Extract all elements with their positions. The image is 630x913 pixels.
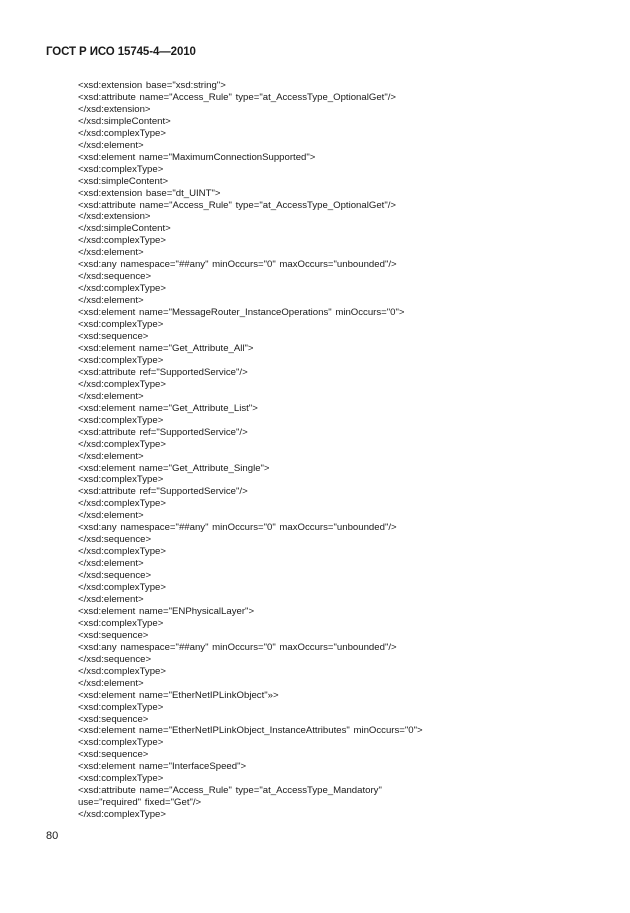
- code-line: </xsd:complexType>: [78, 283, 166, 295]
- code-line: <xsd:element name="InterfaceSpeed">: [78, 761, 247, 773]
- code-line: </xsd:sequence>: [78, 534, 152, 546]
- code-line: <xsd:extension base="xsd:string">: [78, 80, 226, 91]
- code-line: </xsd:element>: [78, 593, 144, 605]
- code-line: </xsd:complexType>: [78, 498, 166, 510]
- code-line: </xsd:complexType>: [78, 438, 166, 450]
- code-line: <xsd:element name="Get_Attribute_List">: [78, 402, 258, 414]
- code-line: <xsd:element name="ENPhysicalLayer">: [78, 605, 255, 617]
- page-number: 80: [46, 830, 59, 842]
- code-line: <xsd:complexType>: [78, 617, 164, 629]
- code-line: </xsd:extension>: [78, 211, 151, 223]
- code-line: <xsd:element name="EtherNetIPLinkObject"»>: [78, 689, 279, 701]
- code-line: <xsd:element name="MessageRouter_InstanceOperations" minOccurs="0">: [78, 307, 405, 319]
- code-line: </xsd:element>: [78, 295, 144, 307]
- code-line: <xsd:attribute ref="SupportedService"/>: [78, 426, 248, 438]
- code-line: <xsd:complexType>: [78, 737, 164, 749]
- code-line: </xsd:sequence>: [78, 271, 152, 283]
- code-line: </xsd:complexType>: [78, 546, 166, 558]
- code-line: <xsd:simpleContent>: [78, 175, 169, 187]
- code-line: <xsd:sequence>: [78, 331, 149, 343]
- code-line: <xsd:complexType>: [78, 773, 164, 785]
- code-line: <xsd:sequence>: [78, 749, 149, 761]
- code-line: </xsd:simpleContent>: [78, 223, 171, 235]
- code-line: </xsd:element>: [78, 390, 144, 402]
- code-line: </xsd:complexType>: [78, 665, 166, 677]
- xsd-code-listing: [78, 80, 423, 821]
- code-line: <xsd:element name="Get_Attribute_Single">: [78, 462, 270, 474]
- code-line: </xsd:element>: [78, 450, 144, 462]
- code-line: </xsd:simpleContent>: [78, 115, 171, 127]
- code-line: </xsd:complexType>: [78, 127, 166, 139]
- code-line: <xsd:complexType>: [78, 701, 164, 713]
- code-line: </xsd:element>: [78, 558, 144, 570]
- code-line: </xsd:complexType>: [78, 378, 166, 390]
- code-line: </xsd:complexType>: [78, 809, 166, 821]
- code-line: <xsd:complexType>: [78, 163, 164, 175]
- code-line: </xsd:element>: [78, 139, 144, 151]
- document-header: ГОСТ Р ИСО 15745-4—2010: [46, 46, 196, 58]
- code-line: <xsd:any namespace="##any" minOccurs="0" maxOccurs="unbounded"/>: [78, 259, 397, 271]
- code-line: </xsd:element>: [78, 510, 144, 522]
- code-line: use="required" fixed="Get"/>: [78, 797, 202, 809]
- code-line: <xsd:sequence>: [78, 713, 149, 725]
- code-line: <xsd:complexType>: [78, 414, 164, 426]
- code-line: </xsd:element>: [78, 677, 144, 689]
- code-line: <xsd:extension base="dt_UINT">: [78, 187, 221, 199]
- code-line: </xsd:sequence>: [78, 570, 152, 582]
- code-line: <xsd:attribute name="Access_Rule" type="at_AccessType_Mandatory": [78, 785, 382, 797]
- code-line: <xsd:complexType>: [78, 354, 164, 366]
- code-line: <xsd:attribute name="Access_Rule" type="at_AccessType_OptionalGet"/>: [78, 199, 396, 211]
- code-line: <xsd:element name="EtherNetIPLinkObject_InstanceAttributes" minOccurs="0">: [78, 725, 423, 737]
- code-line: <xsd:attribute ref="SupportedService"/>: [78, 486, 248, 498]
- code-line: <xsd:element name="MaximumConnectionSupported">: [78, 151, 316, 163]
- code-line: <xsd:attribute name="Access_Rule" type="at_AccessType_OptionalGet"/>: [78, 91, 396, 103]
- code-line: </xsd:complexType>: [78, 582, 166, 594]
- code-line: <xsd:attribute ref="SupportedService"/>: [78, 366, 248, 378]
- code-line: <xsd:element name="Get_Attribute_All">: [78, 342, 254, 354]
- code-line: <xsd:sequence>: [78, 629, 149, 641]
- code-line: </xsd:extension>: [78, 103, 151, 115]
- code-line: <xsd:complexType>: [78, 474, 164, 486]
- code-line: </xsd:element>: [78, 247, 144, 259]
- code-line: <xsd:any namespace="##any" minOccurs="0" maxOccurs="unbounded"/>: [78, 522, 397, 534]
- code-line: <xsd:complexType>: [78, 319, 164, 331]
- code-line: </xsd:sequence>: [78, 653, 152, 665]
- code-line: <xsd:any namespace="##any" minOccurs="0" maxOccurs="unbounded"/>: [78, 641, 397, 653]
- code-line: </xsd:complexType>: [78, 235, 166, 247]
